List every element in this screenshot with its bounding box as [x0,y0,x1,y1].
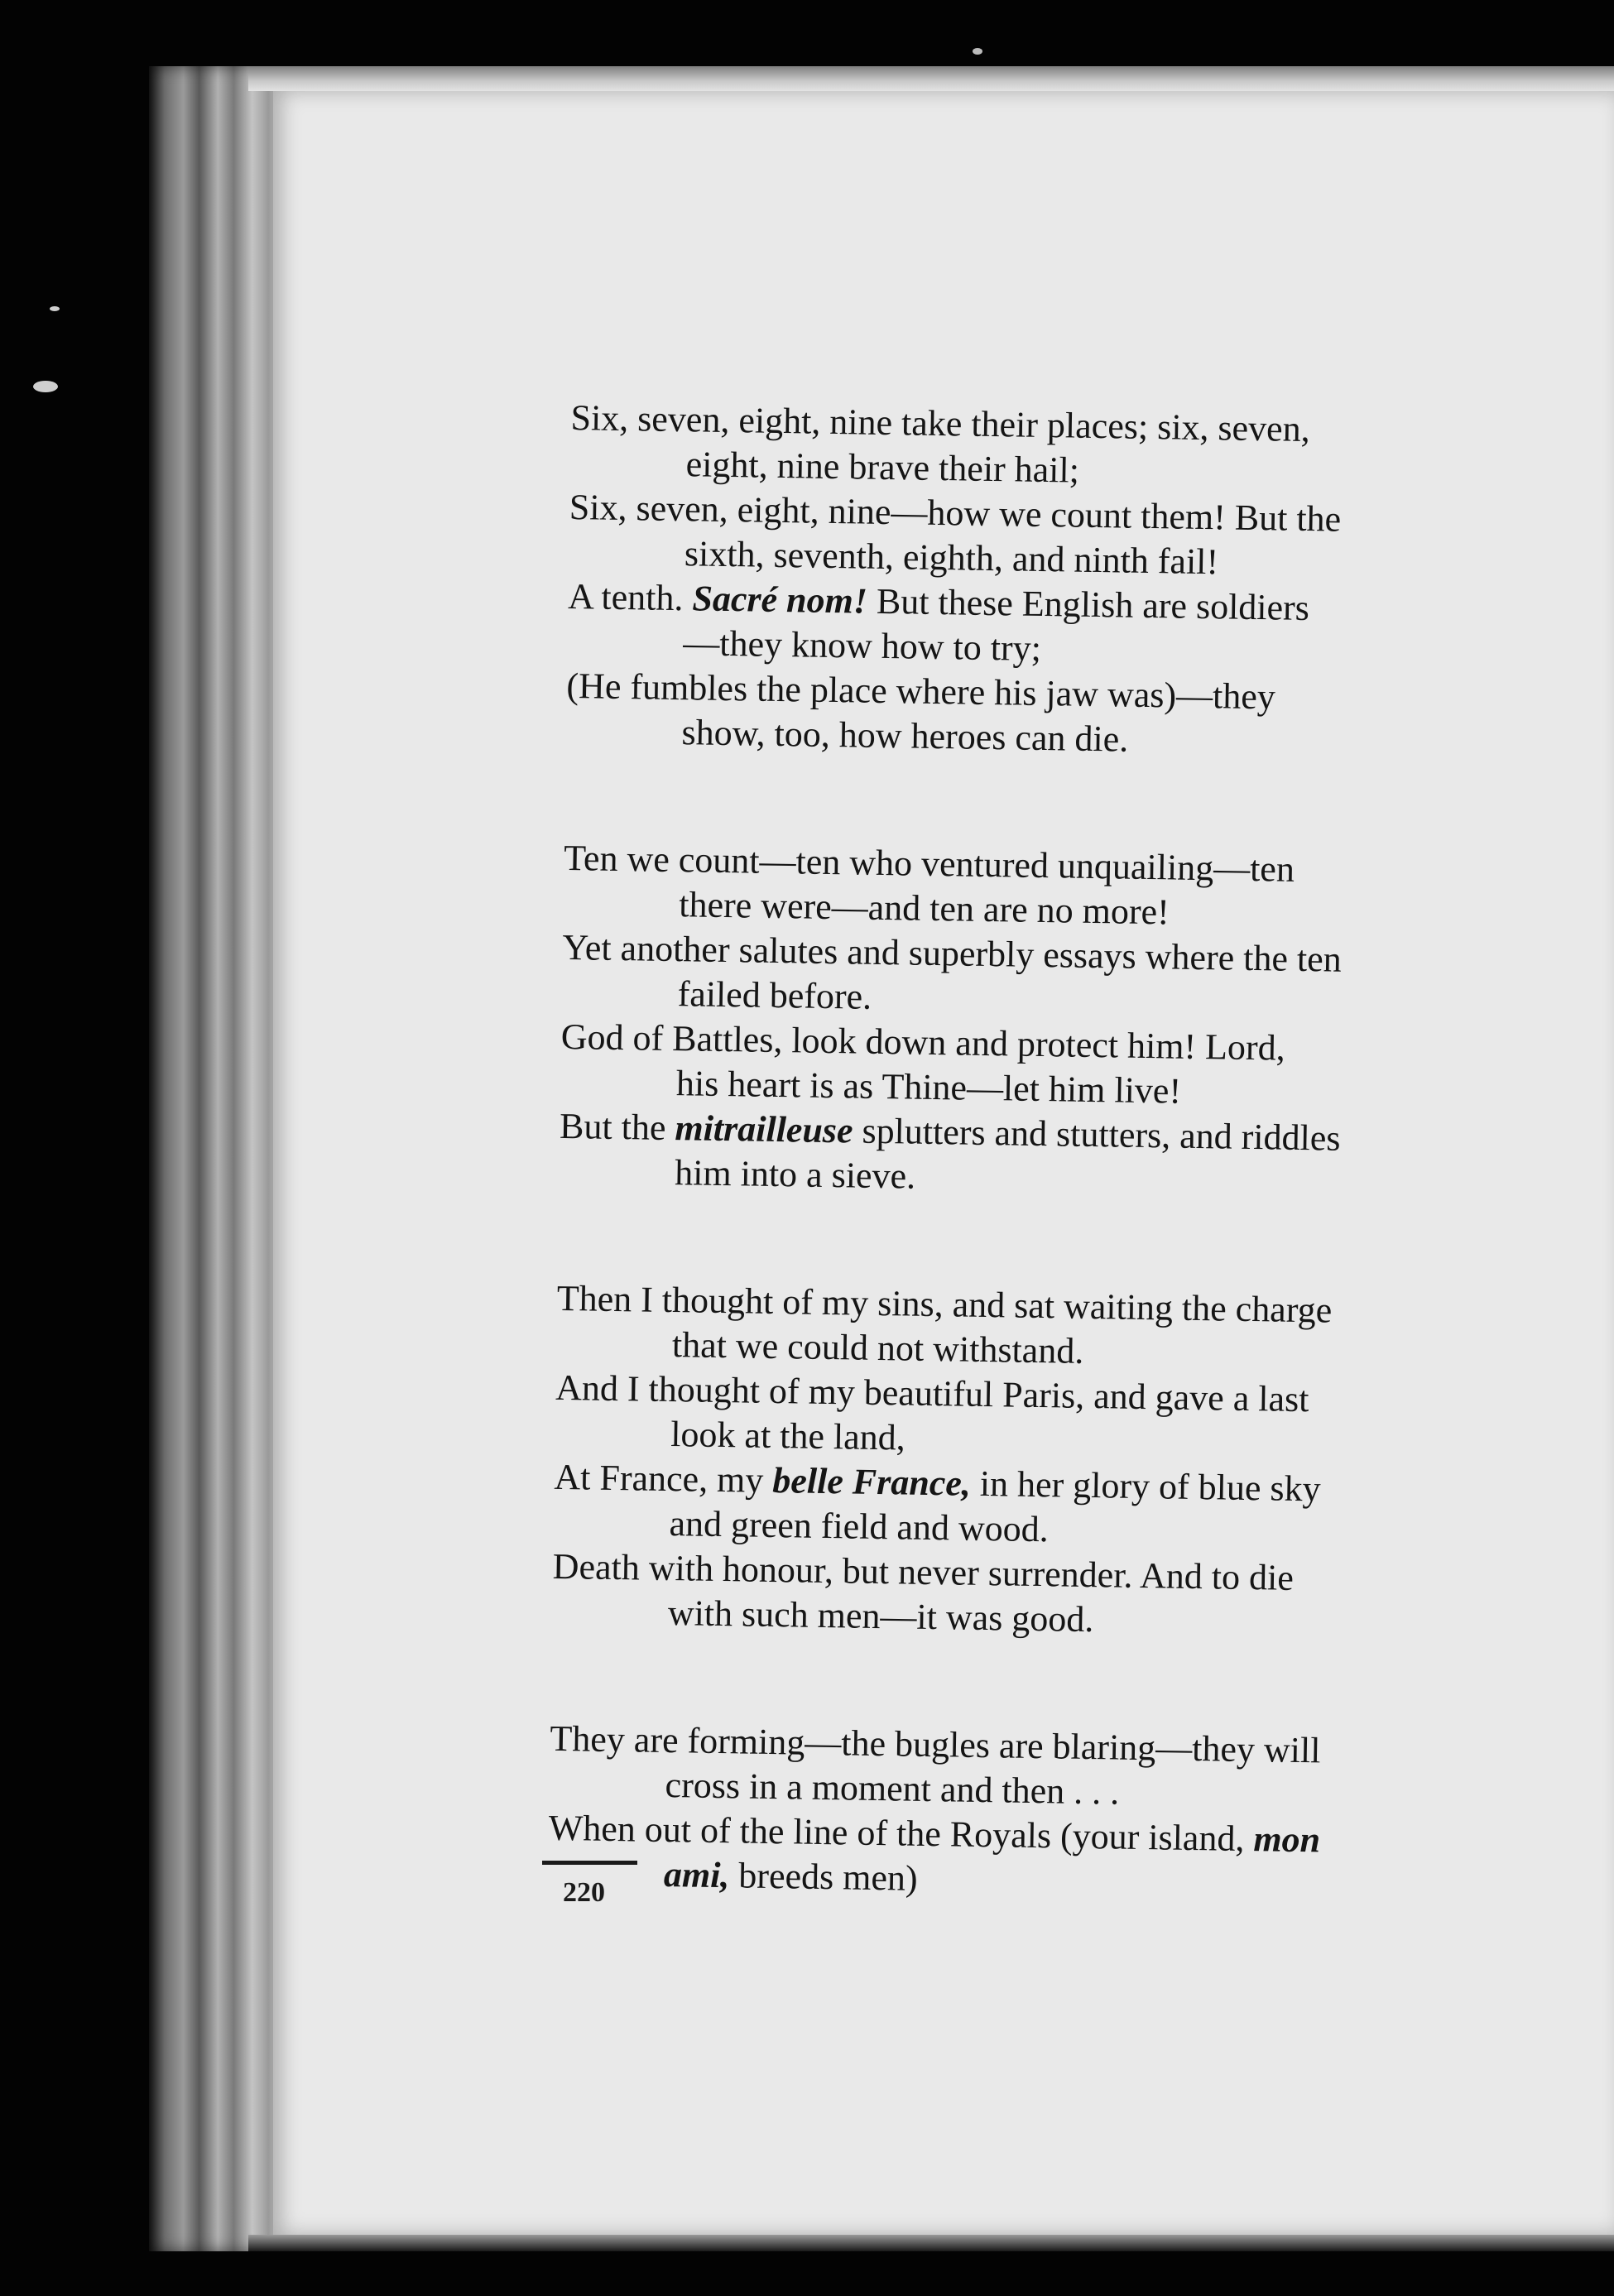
book-page-edges [149,66,281,2251]
verse-line: Then I thought of my sins, and sat waiting the charge that we could not withstand. [556,1277,1333,1371]
verse-line: Six, seven, eight, nine take their places; six, seven, eight, nine brave their hail; [570,396,1311,491]
italic-phrase: mitrailleuse [675,1107,853,1151]
stanza [565,396,1515,768]
verse-line: (He fumbles the place where his jaw was)—they show, too, how heroes can die. [566,665,1276,760]
verse-line: When out of the line of the Royals (your island, mon ami, breeds men) [548,1807,1321,1899]
stanza [548,1717,1494,1910]
scan-speck [33,381,58,392]
italic-phrase: Sacré nom! [692,578,868,622]
footer-rule [542,1861,637,1865]
book-bottom-edge [248,2235,1614,2251]
book-top-edge [248,66,1614,91]
verse-line: Six, seven, eight, nine—how we count them! But the sixth, seventh, eighth, and ninth fail! [569,486,1342,583]
verse-line: A tenth. Sacré nom! But these English are soldiers —they know how to try; [567,575,1310,669]
verse-line: Ten we count—ten who ventured unquailing—ten there were—and ten are no more! [563,837,1295,933]
verse-line: Death with honour, but never surrender. And to die with such men—it was good. [552,1545,1295,1640]
italic-phrase: mon [1253,1818,1321,1861]
verse-line: Yet another salutes and superbly essays where the ten failed before. [562,926,1343,1017]
stanza [552,1276,1501,1649]
scan-speck [973,48,982,55]
stanza [559,836,1508,1208]
verse-line: At France, my belle France, in her glory of blue sky and green field and wood. [554,1456,1322,1550]
scan-speck [50,306,60,311]
verse-line: And I thought of my beautiful Paris, and gave a last look at the land, [555,1367,1309,1458]
verse-line: But the mitrailleuse splutters and stutters, and riddles him into a sieve. [559,1105,1341,1197]
italic-phrase: ami, [663,1853,730,1896]
verse-line: God of Battles, look down and protect him! Lord, his heart is as Thine—let him live! [560,1016,1286,1112]
page-number: 220 [563,1877,605,1908]
poem-text [546,396,1515,1993]
italic-phrase: belle France, [771,1459,972,1504]
verse-line: They are forming—the bugles are blaring—they will cross in a moment and then . . . [550,1717,1321,1813]
